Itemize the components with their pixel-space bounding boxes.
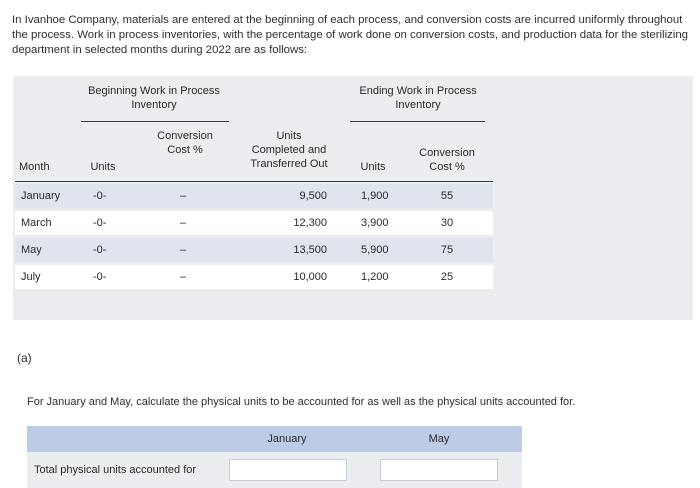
cell-begin-conversion: – xyxy=(180,190,187,202)
production-data-table xyxy=(13,76,693,320)
group-rule-ending xyxy=(350,121,485,122)
cell-begin-units: -0- xyxy=(93,190,107,202)
cell-end-units: 1,900 xyxy=(361,190,389,202)
question-text: For January and May, calculate the physical units to be accounted for as well as the physical units accounted for. xyxy=(27,396,576,408)
cell-completed: 9,500 xyxy=(299,190,327,202)
group-header-beginning: Beginning Work in Process Inventory xyxy=(88,85,220,111)
cell-completed: 12,300 xyxy=(293,217,327,229)
group-rule-beginning xyxy=(81,121,229,122)
col-header-begin-conversion: Conversion Cost % xyxy=(157,130,213,156)
answer-col-january: January xyxy=(267,433,307,445)
january-total-input[interactable] xyxy=(229,459,347,481)
cell-begin-conversion: – xyxy=(180,244,187,256)
cell-end-units: 3,900 xyxy=(361,217,389,229)
cell-begin-units: -0- xyxy=(93,244,107,256)
cell-end-conversion: 75 xyxy=(440,244,454,256)
cell-month: May xyxy=(21,244,42,256)
col-header-month: Month xyxy=(19,161,50,173)
cell-end-conversion: 30 xyxy=(440,217,454,229)
answer-table-header xyxy=(27,426,522,452)
cell-end-units: 1,200 xyxy=(361,271,389,283)
part-label: (a) xyxy=(17,351,32,365)
col-header-begin-units: Units xyxy=(90,161,116,173)
header-rule xyxy=(15,181,493,182)
cell-end-conversion: 25 xyxy=(440,271,454,283)
table-row xyxy=(15,238,493,262)
answer-row-label: Total physical units accounted for xyxy=(34,464,197,476)
col-header-end-conversion: Conversion Cost % xyxy=(419,147,475,173)
table-row xyxy=(15,211,493,235)
group-header-ending: Ending Work in Process Inventory xyxy=(359,85,477,111)
problem-intro: In Ivanhoe Company, materials are entered at the beginning of each process, and conversion costs are incurred uniformly throughout the process. Work in process inventories, with the percentage of work done on conversion costs, and production data for the sterilizing department in selected months during 2022 are as follows: xyxy=(12,14,688,56)
cell-month: July xyxy=(21,271,41,283)
cell-begin-conversion: – xyxy=(180,271,187,283)
cell-month: March xyxy=(21,217,52,229)
cell-month: January xyxy=(21,190,61,202)
cell-begin-conversion: – xyxy=(180,217,187,229)
cell-end-units: 5,900 xyxy=(361,244,389,256)
cell-begin-units: -0- xyxy=(93,217,107,229)
cell-completed: 13,500 xyxy=(293,244,327,256)
answer-col-may: May xyxy=(428,433,450,445)
cell-completed: 10,000 xyxy=(293,271,327,283)
table-row xyxy=(15,184,493,208)
cell-begin-units: -0- xyxy=(93,271,107,283)
col-header-completed: Units Completed and Transferred Out xyxy=(250,130,328,170)
table-row xyxy=(15,265,493,289)
col-header-end-units: Units xyxy=(360,161,386,173)
cell-end-conversion: 55 xyxy=(440,190,454,202)
may-total-input[interactable] xyxy=(380,459,498,481)
